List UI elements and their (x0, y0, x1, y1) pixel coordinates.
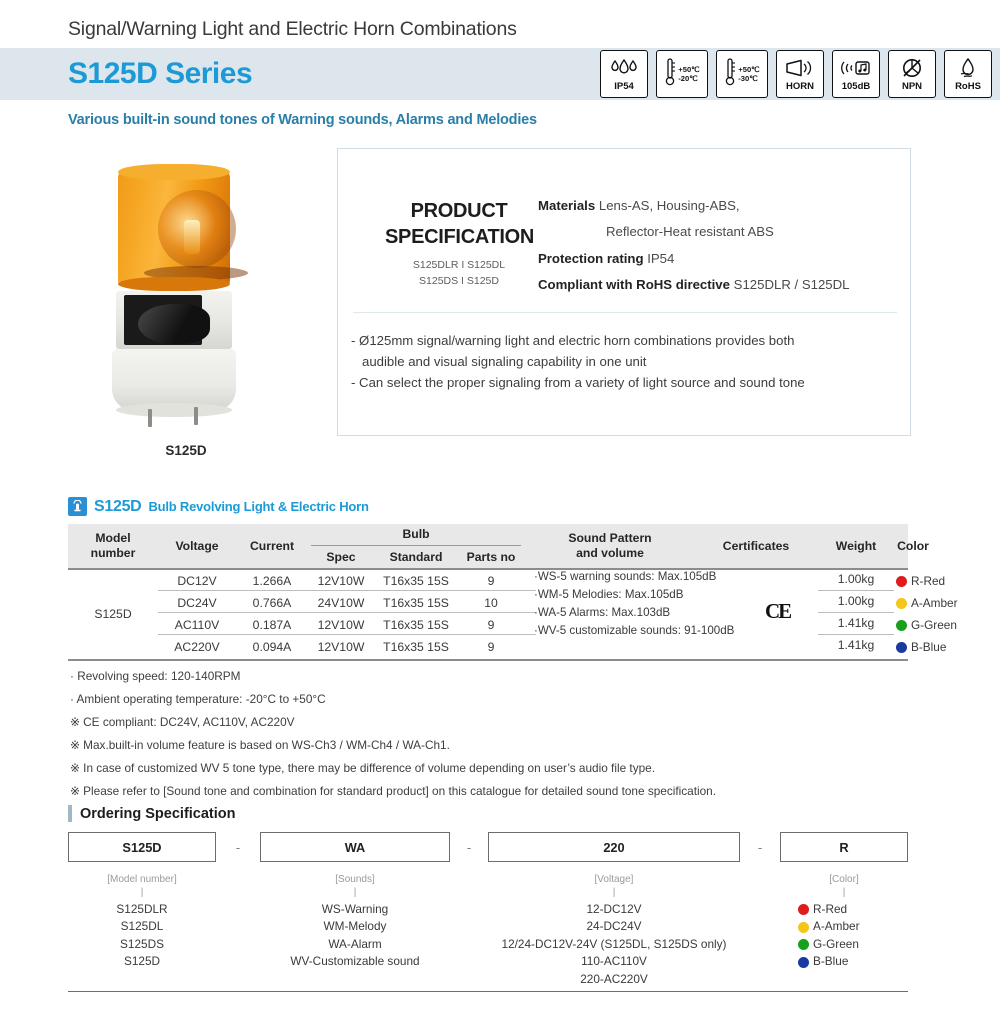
badge-rohs (944, 50, 992, 98)
ordering-option-blue (798, 953, 908, 970)
spec-row-materials-cont (538, 222, 908, 242)
color-swatch-amber (896, 598, 907, 609)
sound-pattern-item: ·WS-5 warning sounds: Max.105dB (534, 570, 717, 583)
ordering-column-sounds (260, 872, 450, 971)
th-current: Current (249, 538, 294, 553)
cell-model-number: S125D (94, 607, 132, 621)
th-sound-pattern (524, 524, 696, 568)
note-item: ※ In case of customized WV 5 tone type, there may be difference of volume depending on user’s audio file type. (70, 761, 655, 775)
ordering-column-label: [Voltage] (594, 874, 634, 885)
mounting-pin (148, 409, 152, 427)
badge-volume (832, 50, 880, 98)
horn-cavity (124, 295, 202, 345)
spec-row-rohs (538, 275, 908, 295)
ordering-code-row (68, 832, 908, 862)
badge-temp-30-low: -30℃ (738, 74, 758, 83)
cell-voltage: DC24V (177, 596, 217, 610)
ordering-box-model[interactable]: S125D (68, 832, 216, 862)
th-model-number-l2: number (90, 546, 136, 560)
page-bottom-rule (68, 991, 908, 992)
table-row-divider (158, 612, 536, 613)
ordering-column-label: [Sounds] (335, 874, 375, 885)
cell-current: 0.187A (252, 618, 292, 632)
ordering-option: 12/24-DC12V-24V (S125DL, S125DS only) (501, 936, 727, 951)
horn-icon (784, 56, 816, 80)
note-item: ※ CE compliant: DC24V, AC110V, AC220V (70, 715, 295, 729)
spec-heading-line2: SPECIFICATION (385, 226, 535, 249)
color-item-green (896, 616, 957, 634)
spec-model-list (385, 258, 533, 290)
spec-bullet-1: - Ø125mm signal/warning light and electric horn combinations provides both (351, 333, 795, 348)
color-label-amber: A-Amber (911, 596, 958, 610)
ordering-box-sounds[interactable]: WA (260, 832, 450, 862)
note-item: ※ Please refer to [Sound tone and combination for standard product] on this catalogue for detailed sound tone specification. (70, 784, 717, 798)
badge-ip54-label: IP54 (614, 81, 634, 93)
thermometer-icon (664, 57, 676, 92)
cell-voltage: DC12V (177, 574, 217, 588)
spec-value-rohs: S125DLR / S125DL (733, 277, 850, 293)
th-sound-pattern-l2: and volume (576, 546, 644, 560)
ce-mark: CE (765, 599, 791, 623)
ordering-option: 24-DC24V (586, 919, 642, 934)
th-color: Color (897, 538, 929, 553)
ordering-option: WM-Melody (323, 919, 387, 934)
ordering-option: 12-DC12V (586, 902, 642, 916)
ordering-separator: - (466, 839, 472, 855)
ordering-option: WA-Alarm (328, 936, 382, 951)
cell-voltage: AC110V (174, 618, 220, 632)
th-bulb-parts-no: Parts no (466, 549, 516, 564)
cell-weight: 1.00kg (837, 594, 875, 608)
table-bottom-rule (68, 659, 908, 661)
spec-bullet-2: - Can select the proper signaling from a variety of light source and sound tone (351, 375, 805, 391)
color-item-blue (896, 638, 946, 656)
ordering-separator: - (235, 839, 241, 855)
badge-temp-20 (656, 50, 708, 98)
spec-heading-line1: PRODUCT (410, 200, 508, 222)
color-swatch-green (798, 939, 809, 950)
ordering-column-tick: | (140, 887, 144, 898)
section-description: Bulb Revolving Light & Electric Horn (148, 499, 369, 514)
product-caption: S125D (165, 443, 207, 458)
cell-parts-no: 9 (487, 618, 495, 632)
ordering-option: WV-Customizable sound (290, 954, 420, 969)
color-swatch-amber (798, 922, 809, 933)
sound-pattern-item: ·WA-5 Alarms: Max.103dB (534, 605, 671, 619)
section-header (68, 497, 369, 516)
ordering-option: S125DLR (116, 902, 168, 916)
npn-icon (900, 56, 924, 80)
color-label-blue: B-Blue (911, 640, 947, 654)
product-base (112, 349, 236, 411)
spec-models-line2: S125DS I S125D (419, 274, 499, 287)
ordering-column-model (68, 872, 216, 971)
badge-npn-label: NPN (901, 81, 923, 93)
color-swatch-green (896, 620, 907, 631)
notes-list (70, 665, 910, 803)
cell-voltage: AC220V (174, 640, 220, 654)
ordering-option-list (780, 901, 908, 971)
th-bulb-standard: Standard (389, 549, 443, 564)
spec-table (68, 524, 958, 659)
rohs-flame-icon (957, 56, 979, 80)
cell-current: 1.266A (252, 574, 292, 588)
cell-spec: 12V10W (317, 574, 365, 588)
color-item-red (896, 572, 945, 590)
beacon-icon (68, 497, 87, 516)
table-body (68, 568, 958, 659)
spec-value-materials: Lens-AS, Housing-ABS, (598, 198, 740, 213)
spec-bullet-1-cont: audible and visual signaling capability in one unit (362, 354, 647, 370)
th-sound-pattern-l1: Sound Pattern (568, 531, 652, 546)
weight-row-divider (818, 590, 894, 591)
ordering-column-voltage (488, 872, 740, 988)
note-item: ※ Max.built-in volume feature is based on WS-Ch3 / WM-Ch4 / WA-Ch1. (70, 738, 450, 752)
ordering-column-label: [Color] (829, 874, 859, 885)
product-image (96, 163, 276, 463)
cell-parts-no: 9 (487, 640, 495, 654)
spec-bullet-list (351, 330, 899, 393)
ordering-option: WS-Warning (321, 902, 389, 916)
th-voltage: Voltage (175, 538, 219, 553)
ordering-option: S125D (123, 954, 161, 969)
beacon-lens (118, 168, 230, 286)
ordering-accent-bar (68, 805, 72, 822)
ordering-option-label: G-Green (813, 936, 859, 951)
spec-value-protection: IP54 (647, 250, 675, 266)
cell-spec: 12V10W (317, 640, 365, 654)
color-label-green: G-Green (911, 618, 957, 632)
ordering-option-label: A-Amber (813, 919, 860, 934)
ordering-separator: - (757, 839, 763, 855)
ordering-option-amber (798, 918, 908, 935)
badge-volume-label: 105dB (841, 81, 871, 93)
ordering-box-voltage[interactable]: 220 (488, 832, 740, 862)
sound-note-icon (840, 56, 872, 80)
table-row-divider (158, 590, 536, 591)
cell-standard: T16x35 15S (383, 596, 449, 610)
spec-label-rohs: Compliant with RoHS directive (538, 277, 730, 293)
spec-details (538, 196, 908, 302)
section-model: S125D (94, 497, 142, 515)
th-bulb-spec: Spec (326, 549, 356, 564)
ordering-option-label: B-Blue (813, 954, 849, 969)
ordering-column-tick: | (353, 887, 357, 898)
ordering-option-green (798, 936, 908, 953)
ordering-option-red (798, 901, 908, 918)
spec-row-protection (538, 249, 908, 269)
cell-standard: T16x35 15S (383, 574, 449, 588)
th-model-number (68, 524, 158, 568)
badge-horn-label: HORN (786, 81, 814, 93)
horn-cone (138, 304, 210, 344)
ordering-option-list (68, 901, 216, 971)
weight-row-divider (818, 634, 894, 635)
cell-current: 0.766A (252, 596, 292, 610)
weight-row-divider (818, 612, 894, 613)
ordering-column-tick: | (842, 887, 846, 898)
badge-temp-20-high: +50℃ (678, 64, 700, 74)
cell-standard: T16x35 15S (383, 618, 449, 632)
cell-spec: 12V10W (317, 618, 365, 632)
ordering-section-header (68, 805, 236, 822)
spec-heading (385, 198, 533, 251)
color-swatch-blue (798, 957, 809, 968)
water-drops-icon (609, 56, 639, 80)
sound-pattern-list (534, 568, 749, 640)
cell-weight: 1.00kg (837, 572, 875, 586)
table-row-divider (158, 634, 536, 635)
cell-parts-no: 10 (484, 596, 498, 610)
color-item-amber (896, 594, 958, 612)
badge-rohs-label: RoHS (955, 81, 981, 93)
th-certificates: Certificates (722, 538, 790, 553)
color-swatch-blue (896, 642, 907, 653)
cell-parts-no: 9 (487, 574, 495, 588)
ordering-option-list (260, 901, 450, 971)
spec-label-protection: Protection rating (538, 250, 644, 266)
color-label-red: R-Red (911, 574, 946, 588)
color-swatch-red (896, 576, 907, 587)
ordering-option: 110-AC110V (581, 954, 647, 969)
badge-ip54 (600, 50, 648, 98)
badge-temp-20-low: -20℃ (678, 74, 698, 83)
page-title: S125D Series (68, 57, 253, 90)
ordering-box-color[interactable]: R (780, 832, 908, 862)
page-tagline: Various built-in sound tones of Warning sounds, Alarms and Melodies (68, 112, 537, 128)
spec-label-materials: Materials (538, 198, 596, 213)
mounting-pin (194, 407, 198, 425)
ordering-option-label: R-Red (813, 902, 848, 916)
ordering-option-list (488, 901, 740, 988)
color-swatch-red (798, 904, 809, 915)
spec-divider (353, 312, 897, 313)
spec-badge-list (600, 50, 992, 98)
cell-weight: 1.41kg (837, 638, 875, 652)
spec-models-line1: S125DLR I S125DL (412, 259, 506, 271)
cell-current: 0.094A (252, 640, 292, 654)
cell-spec: 24V10W (317, 596, 365, 610)
th-model-number-l1: Model (95, 531, 131, 546)
sound-pattern-item: ·WM-5 Melodies: Max.105dB (534, 587, 684, 601)
note-item: · Revolving speed: 120-140RPM (70, 669, 241, 683)
ordering-column-color (780, 872, 908, 971)
spec-value-materials-cont: Reflector-Heat resistant ABS (606, 224, 774, 240)
page-subtitle-top: Signal/Warning Light and Electric Horn Combinations (68, 18, 517, 40)
th-weight: Weight (835, 538, 877, 553)
horn-module (116, 291, 232, 349)
ordering-option: 220-AC220V (580, 971, 648, 986)
sound-pattern-item: ·WV-5 customizable sounds: 91-100dB (534, 623, 735, 637)
cell-weight: 1.41kg (837, 616, 875, 630)
spec-row-materials (538, 196, 908, 216)
badge-horn (776, 50, 824, 98)
note-item: · Ambient operating temperature: -20°C to +50°C (70, 692, 326, 706)
ordering-column-label: [Model number] (107, 874, 177, 885)
beacon-lens-base (144, 266, 248, 280)
beacon-bulb (184, 220, 200, 254)
table-header-row (68, 524, 929, 568)
ordering-title: Ordering Specification (80, 805, 236, 822)
th-bulb-group: Bulb (402, 526, 430, 541)
badge-temp-30-high: +50℃ (738, 64, 760, 74)
badge-temp-30 (716, 50, 768, 98)
ordering-column-tick: | (612, 887, 616, 898)
cell-standard: T16x35 15S (383, 640, 449, 654)
badge-npn (888, 50, 936, 98)
ordering-option: S125DS (120, 936, 164, 951)
ordering-option: S125DL (120, 919, 164, 934)
thermometer-icon (724, 57, 736, 92)
